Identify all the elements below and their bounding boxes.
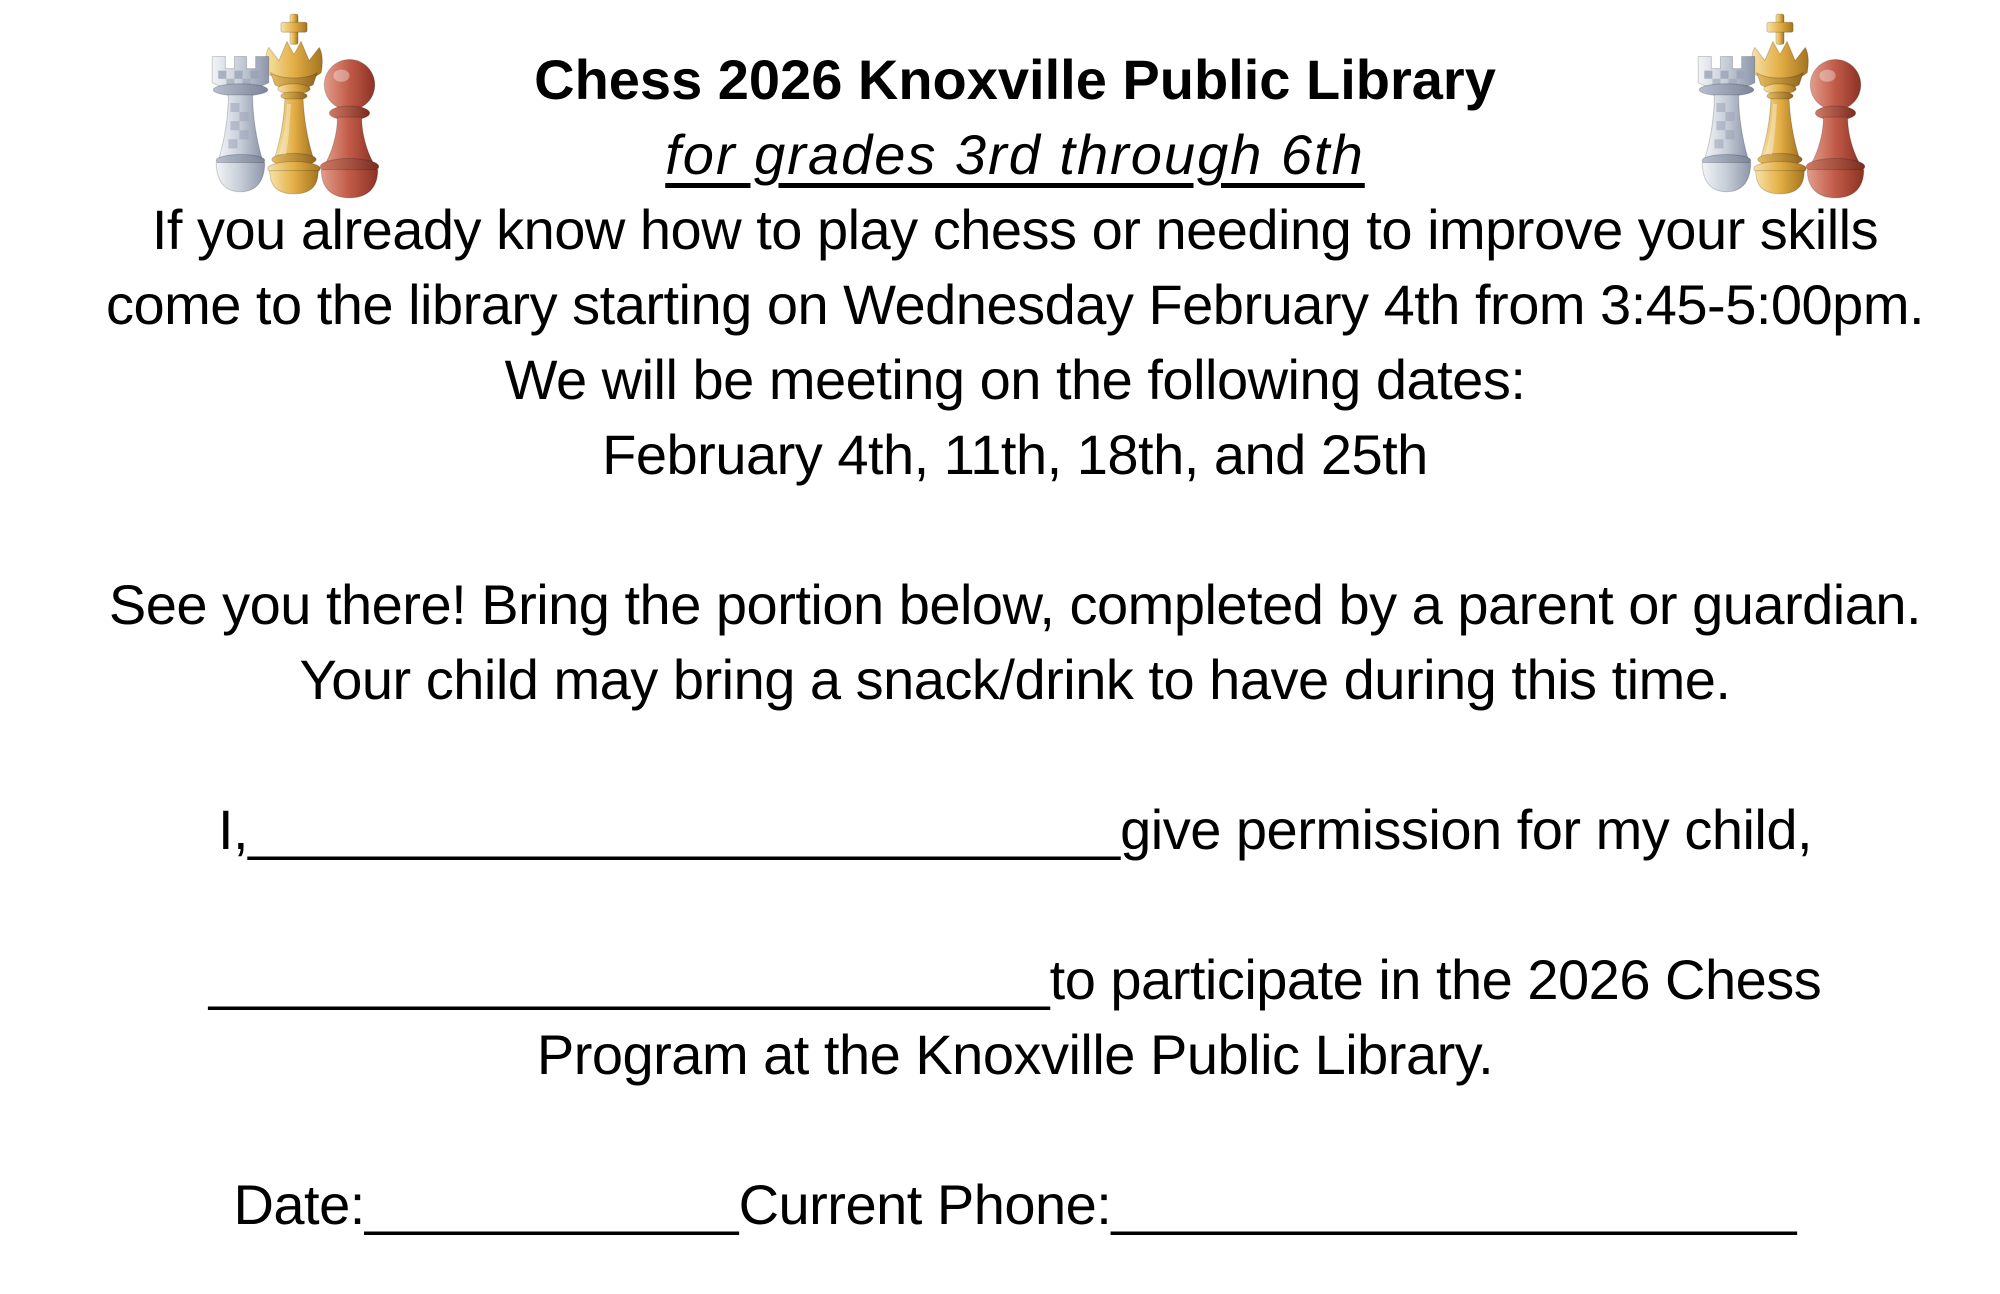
permission-line — [30, 792, 2000, 867]
participate-line — [30, 942, 2000, 1017]
info-line-1: See you there! Bring the portion below, completed by a parent or guardian. — [108, 573, 1922, 636]
phone-blank: ______________________ — [1111, 1173, 1797, 1236]
date-label: Date: — [233, 1173, 365, 1236]
permission-suffix: give permission for my child, — [1120, 798, 1813, 861]
child-name-blank: ___________________________ — [208, 948, 1050, 1011]
participate-suffix: to participate in the 2026 Chess — [1049, 948, 1822, 1011]
page-title: Chess 2026 Knoxville Public Library — [534, 48, 1496, 111]
parent-name-blank: ____________________________ — [248, 798, 1121, 861]
date-blank: ____________ — [364, 1173, 739, 1236]
permission-prefix: I, — [217, 798, 249, 861]
info-line-2: Your child may bring a snack/drink to have during this time. — [299, 648, 1731, 711]
intro-line-2: come to the library starting on Wednesday February 4th from 3:45-5:00pm. — [105, 273, 1925, 336]
flyer-content — [30, 0, 2000, 1242]
page-subtitle: for grades 3rd through 6th — [665, 123, 1365, 186]
intro-line-3: We will be meeting on the following dates: — [504, 348, 1526, 411]
phone-label: Current Phone: — [738, 1173, 1112, 1236]
intro-line-1: If you already know how to play chess or needing to improve your skills — [151, 198, 1879, 261]
dates-line: February 4th, 11th, 18th, and 25th — [602, 423, 1428, 486]
date-phone-line — [30, 1167, 2000, 1242]
program-line: Program at the Knoxville Public Library. — [536, 1023, 1494, 1086]
